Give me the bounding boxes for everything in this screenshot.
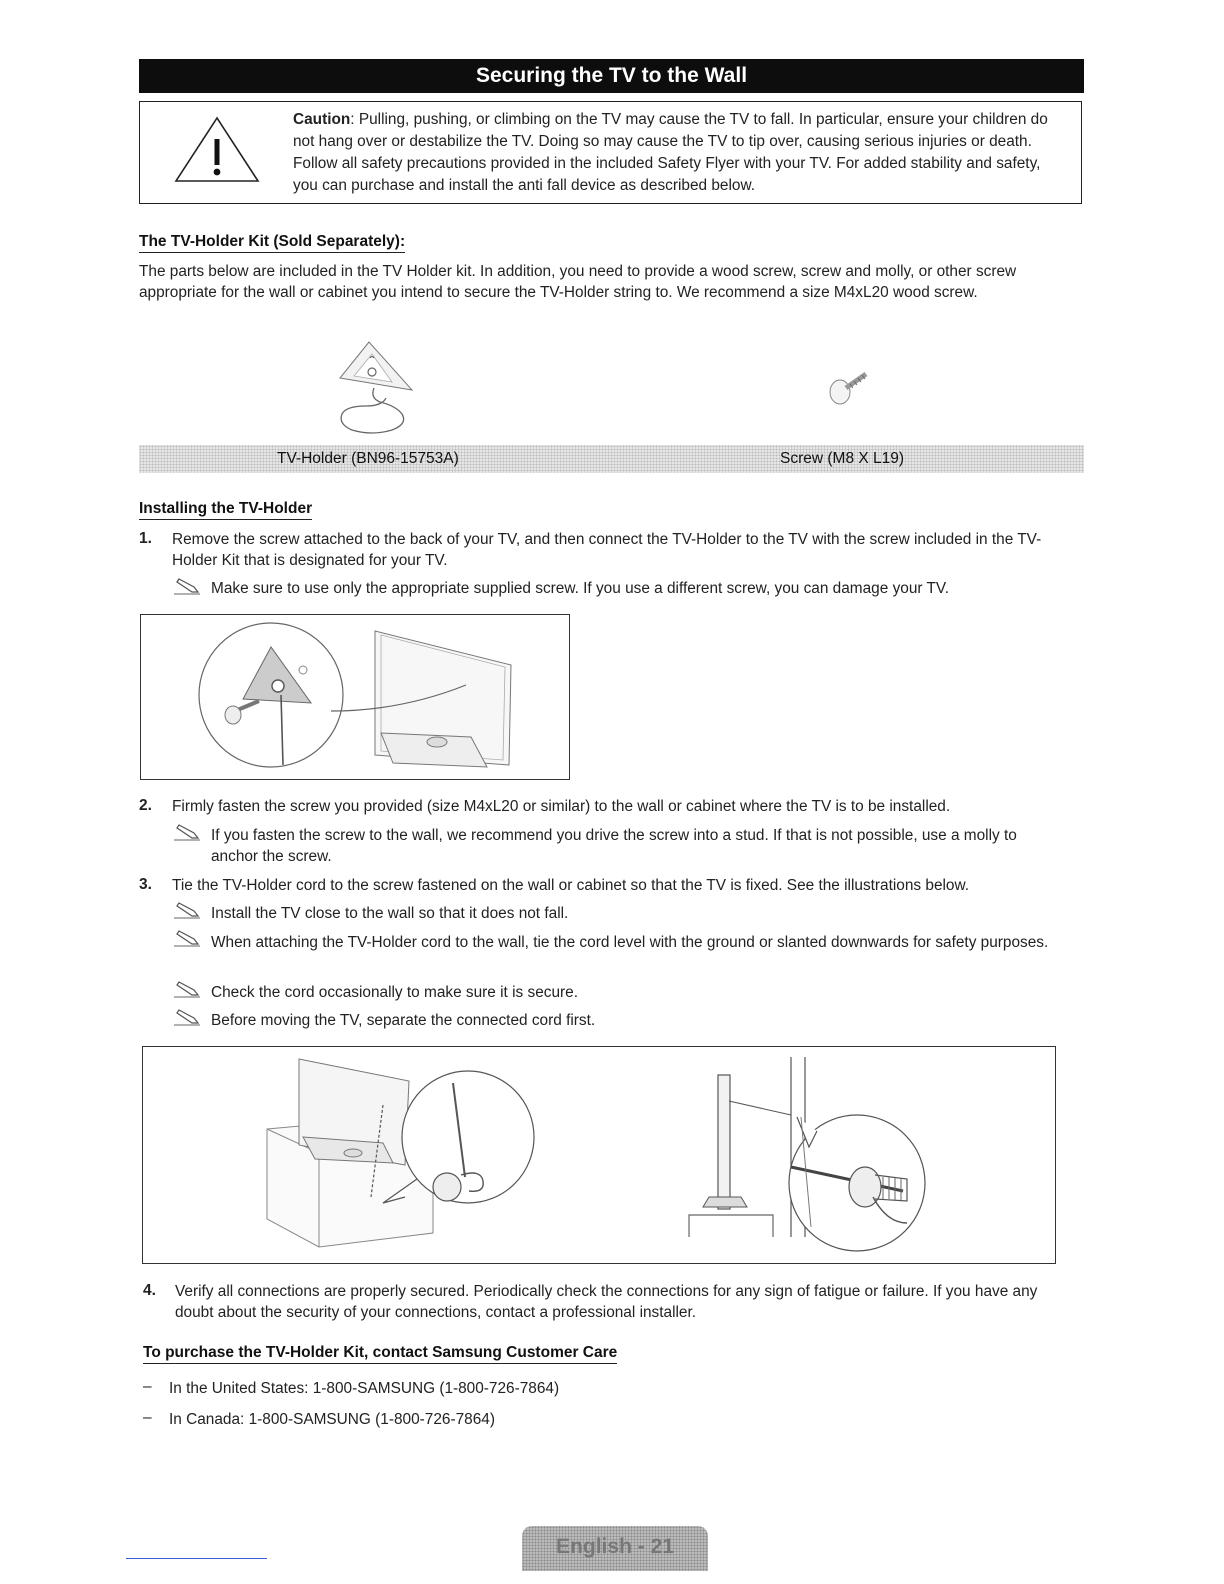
page-title: Securing the TV to the Wall xyxy=(139,59,1084,93)
caution-label: Caution xyxy=(293,111,351,128)
step-text: Verify all connections are properly secured. Periodically check the connections for any sign of fatigue or failure. If you have any doubt about the security of your connections, contact a professional installer. xyxy=(175,1283,1038,1321)
list-dash: – xyxy=(143,1409,152,1426)
step-note: When attaching the TV-Holder cord to the wall, tie the cord level with the ground or slanted downwards for safety purposes. xyxy=(211,934,1049,951)
note-pencil-icon xyxy=(174,981,202,999)
step-note: Install the TV close to the wall so that it does not fall. xyxy=(211,905,569,922)
note-pencil-icon xyxy=(174,578,202,596)
step-text: Firmly fasten the screw you provided (size M4xL20 or similar) to the wall or cabinet where the TV is to be installed. xyxy=(172,798,951,815)
kit-heading: The TV-Holder Kit (Sold Separately): xyxy=(139,233,405,253)
warning-triangle-icon xyxy=(172,115,262,185)
page-number-badge: English - 21 xyxy=(522,1526,708,1571)
caution-text xyxy=(293,109,1068,197)
list-dash: – xyxy=(143,1378,152,1395)
step-note: Make sure to use only the appropriate supplied screw. If you use a different screw, you can damage your TV. xyxy=(211,580,950,597)
footer-rule xyxy=(126,1558,267,1559)
step-number: 2. xyxy=(139,797,152,814)
step-number: 3. xyxy=(139,876,152,893)
tv-holder-illustration xyxy=(334,338,424,442)
step-note: If you fasten the screw to the wall, we recommend you drive the screw into a stud. If that is not possible, use a molly to anchor the screw. xyxy=(211,827,1017,865)
screw-illustration xyxy=(822,366,874,408)
step-note: Before moving the TV, separate the connected cord first. xyxy=(211,1012,596,1029)
note-pencil-icon xyxy=(174,1009,202,1027)
caution-body: : Pulling, pushing, or climbing on the TV may cause the TV to fall. In particular, ensure your children do not hang over or destabilize the TV. Doing so may cause the TV to tip over, causing serious injuries or death. Follow all safety precautions provided in the included Safety Flyer with your TV. For added stability and safety, you can purchase and install the anti fall device as described below. xyxy=(293,111,1048,194)
contact-canada: In Canada: 1-800-SAMSUNG (1-800-726-7864) xyxy=(169,1411,495,1428)
step-text: Remove the screw attached to the back of your TV, and then connect the TV-Holder to the TV with the screw included in the TV-Holder Kit that is designated for your TV. xyxy=(172,531,1042,569)
step-text: Tie the TV-Holder cord to the screw fastened on the wall or cabinet so that the TV is fixed. See the illustrations below. xyxy=(172,877,970,894)
contact-us: In the United States: 1-800-SAMSUNG (1-800-726-7864) xyxy=(169,1380,560,1397)
kit-description: The parts below are included in the TV Holder kit. In addition, you need to provide a wood screw, screw and molly, or other screw appropriate for the wall or cabinet you intend to secure the TV-Holder string to. We recommend a size M4xL20 wood screw. xyxy=(139,263,1017,301)
note-pencil-icon xyxy=(174,902,202,920)
attach-holder-illustration xyxy=(141,615,569,779)
step-number: 1. xyxy=(139,530,152,547)
note-pencil-icon xyxy=(174,824,202,842)
step-number: 4. xyxy=(143,1282,156,1299)
note-pencil-icon xyxy=(174,930,202,948)
part-label-screw: Screw (M8 X L19) xyxy=(780,450,905,467)
step-note: Check the cord occasionally to make sure it is secure. xyxy=(211,984,578,1001)
tie-cord-illustration xyxy=(143,1047,1055,1263)
installing-heading: Installing the TV-Holder xyxy=(139,500,312,520)
purchase-heading: To purchase the TV-Holder Kit, contact Samsung Customer Care xyxy=(143,1344,617,1364)
part-label-tv-holder: TV-Holder (BN96-15753A) xyxy=(277,450,459,467)
